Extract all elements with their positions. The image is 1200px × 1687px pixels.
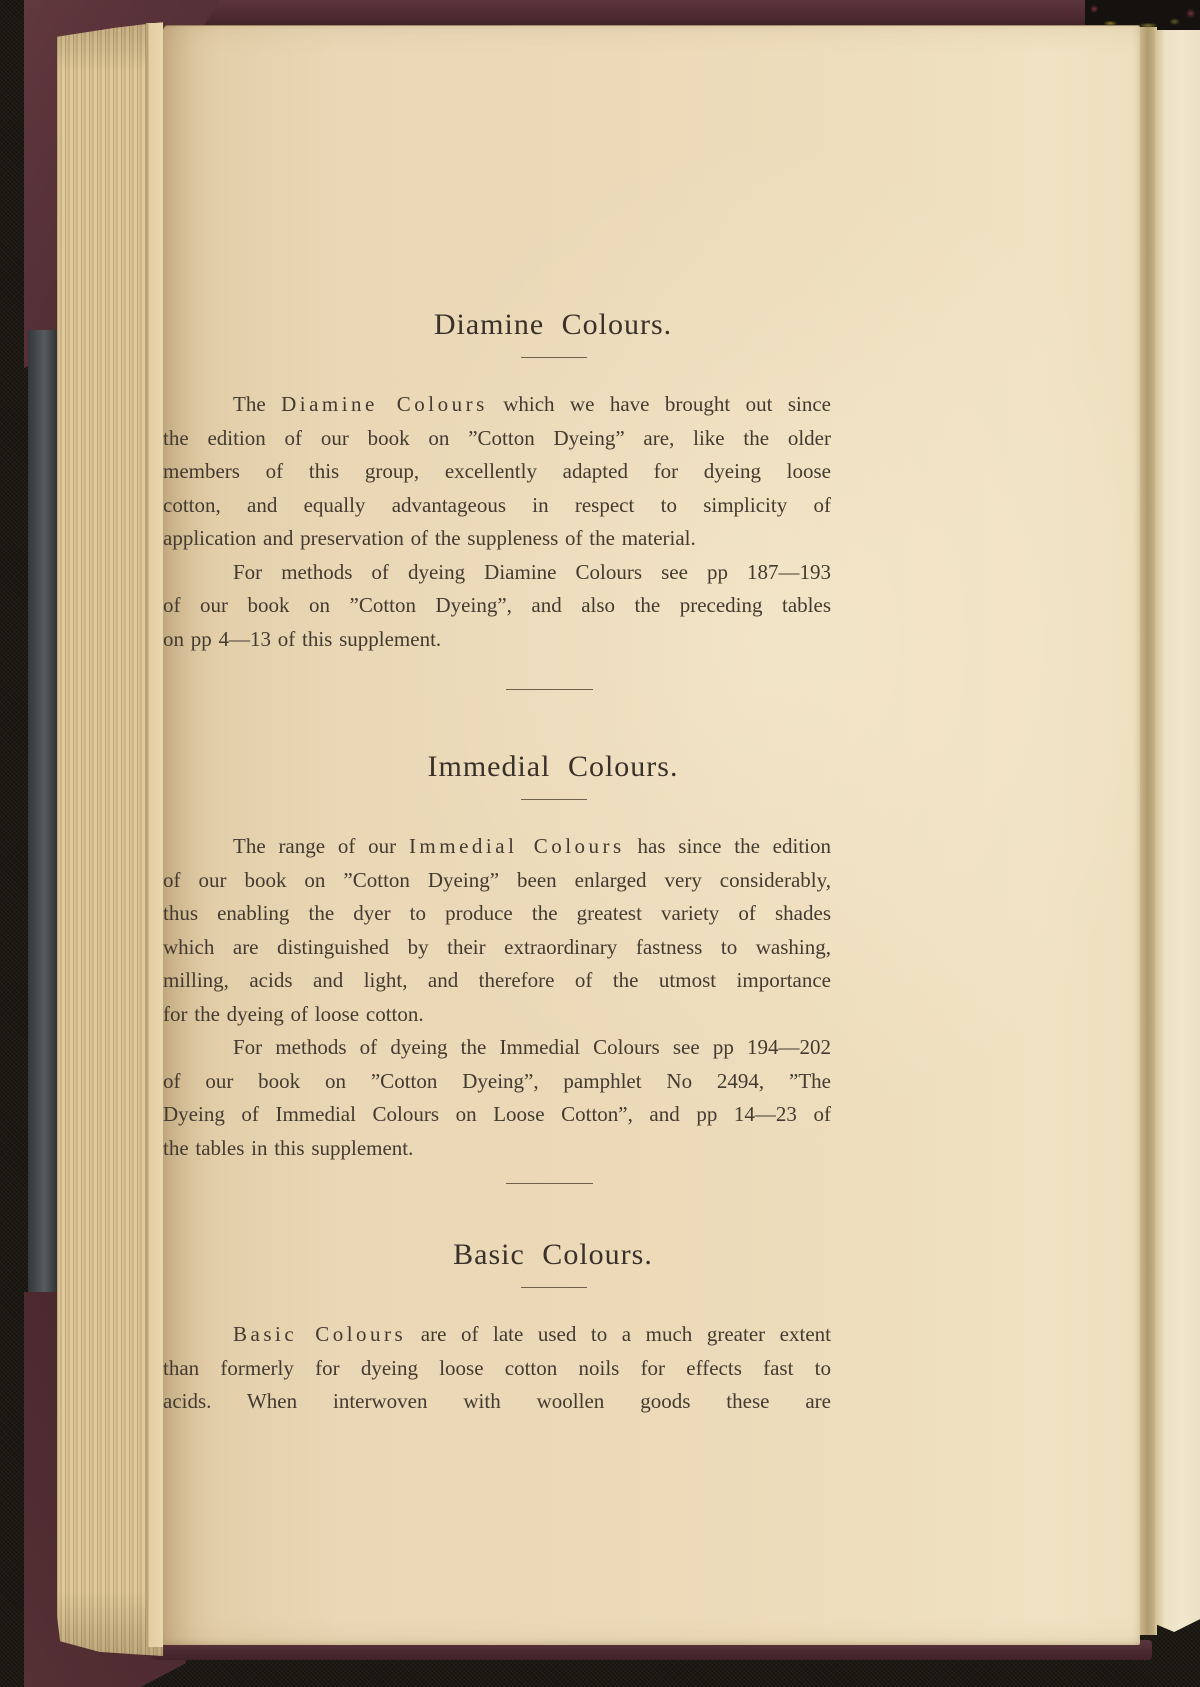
- text-line: [163, 897, 831, 931]
- section-diamine-colours: [163, 305, 831, 656]
- text-segment: than formerly for dyeing loose cotton noils for effects fast to: [163, 1355, 831, 1380]
- text-segment: thus enabling the dyer to produce the greatest variety of shades: [163, 901, 831, 925]
- text-segment: has since the edition: [624, 834, 831, 858]
- text-segment: members of this group, excellently adapted for dyeing loose: [163, 459, 831, 483]
- text-segment: For methods of dyeing Diamine Colours see pp 187—193: [233, 559, 831, 584]
- text-line: [163, 1385, 831, 1419]
- text-segment: the tables in this supplement.: [163, 1135, 414, 1160]
- top-page-fore-edge: [146, 23, 163, 1647]
- text-line: [163, 522, 831, 556]
- text-segment: The range of our: [233, 834, 409, 858]
- text-segment: of our book on ”Cotton Dyeing” been enlarged very considerably,: [163, 867, 831, 892]
- paragraph: [163, 1031, 831, 1165]
- text-line: [163, 931, 831, 965]
- text-segment: acids. When interwoven with woollen goods these are: [163, 1389, 831, 1413]
- book-page: [163, 25, 1140, 1645]
- text-line: [163, 1132, 831, 1166]
- text-line: [163, 864, 831, 898]
- text-line: [163, 623, 831, 657]
- text-line: [163, 589, 831, 623]
- text-line: [163, 1352, 831, 1386]
- heading-divider: [521, 357, 587, 358]
- paragraph: [163, 1318, 831, 1419]
- text-line: [163, 998, 831, 1032]
- section-divider: [506, 1183, 593, 1184]
- paragraph: [163, 556, 831, 657]
- text-segment: are of late used to a much greater extent: [406, 1322, 831, 1346]
- section-heading: Basic Colours.: [453, 1238, 653, 1271]
- text-segment: application and preservation of the suppleness of the material.: [163, 526, 696, 550]
- text-segment: The: [233, 392, 282, 416]
- text-segment: for the dyeing of loose cotton.: [163, 1001, 424, 1026]
- paragraph: [163, 388, 831, 556]
- text-segment: cotton, and equally advantageous in respect to simplicity of: [163, 492, 831, 517]
- text-line: [163, 556, 831, 590]
- text-line: [163, 388, 831, 422]
- section-divider: [506, 689, 593, 690]
- text-segment: of our book on ”Cotton Dyeing”, and also the preceding tables: [163, 593, 831, 617]
- text-line: [163, 455, 831, 489]
- text-segment: on pp 4—13 of this supplement.: [163, 626, 442, 651]
- text-segment: of our book on ”Cotton Dyeing”, pamphlet No 2494, ”The: [163, 1068, 831, 1093]
- section-heading: Immedial Colours.: [427, 750, 679, 783]
- emphasized-phrase: Basic Colours: [233, 1322, 407, 1346]
- text-segment: For methods of dyeing the Immedial Colours see pp 194—202: [233, 1035, 831, 1059]
- emphasized-phrase: Diamine Colours: [281, 392, 488, 416]
- page-text-column: [163, 25, 831, 1645]
- text-line: [163, 1098, 831, 1132]
- book-spine-strip: [28, 330, 58, 1315]
- section-heading: Diamine Colours.: [433, 308, 673, 341]
- text-line: [163, 1065, 831, 1099]
- text-line: [163, 1318, 831, 1352]
- text-segment: milling, acids and light, and therefore of the utmost importance: [163, 968, 831, 992]
- text-line: [163, 830, 831, 864]
- emphasized-phrase: Immedial Colours: [408, 834, 625, 858]
- text-line: [163, 1031, 831, 1065]
- text-line: [163, 964, 831, 998]
- page-edge-shadow: [1140, 27, 1157, 1635]
- text-segment: Dyeing of Immedial Colours on Loose Cotton”, and pp 14—23 of: [163, 1102, 831, 1126]
- text-segment: the edition of our book on ”Cotton Dyeing” are, like the older: [163, 425, 831, 450]
- text-segment: which we have brought out since: [487, 392, 831, 416]
- text-line: [163, 422, 831, 456]
- text-segment: which are distinguished by their extraordinary fastness to washing,: [163, 934, 831, 959]
- heading-divider: [521, 799, 587, 800]
- next-page-sliver: [1157, 30, 1200, 1632]
- heading-divider: [521, 1287, 587, 1288]
- text-line: [163, 489, 831, 523]
- paragraph: [163, 830, 831, 1031]
- section-immedial-colours: [163, 747, 831, 1165]
- section-basic-colours: [163, 1235, 831, 1419]
